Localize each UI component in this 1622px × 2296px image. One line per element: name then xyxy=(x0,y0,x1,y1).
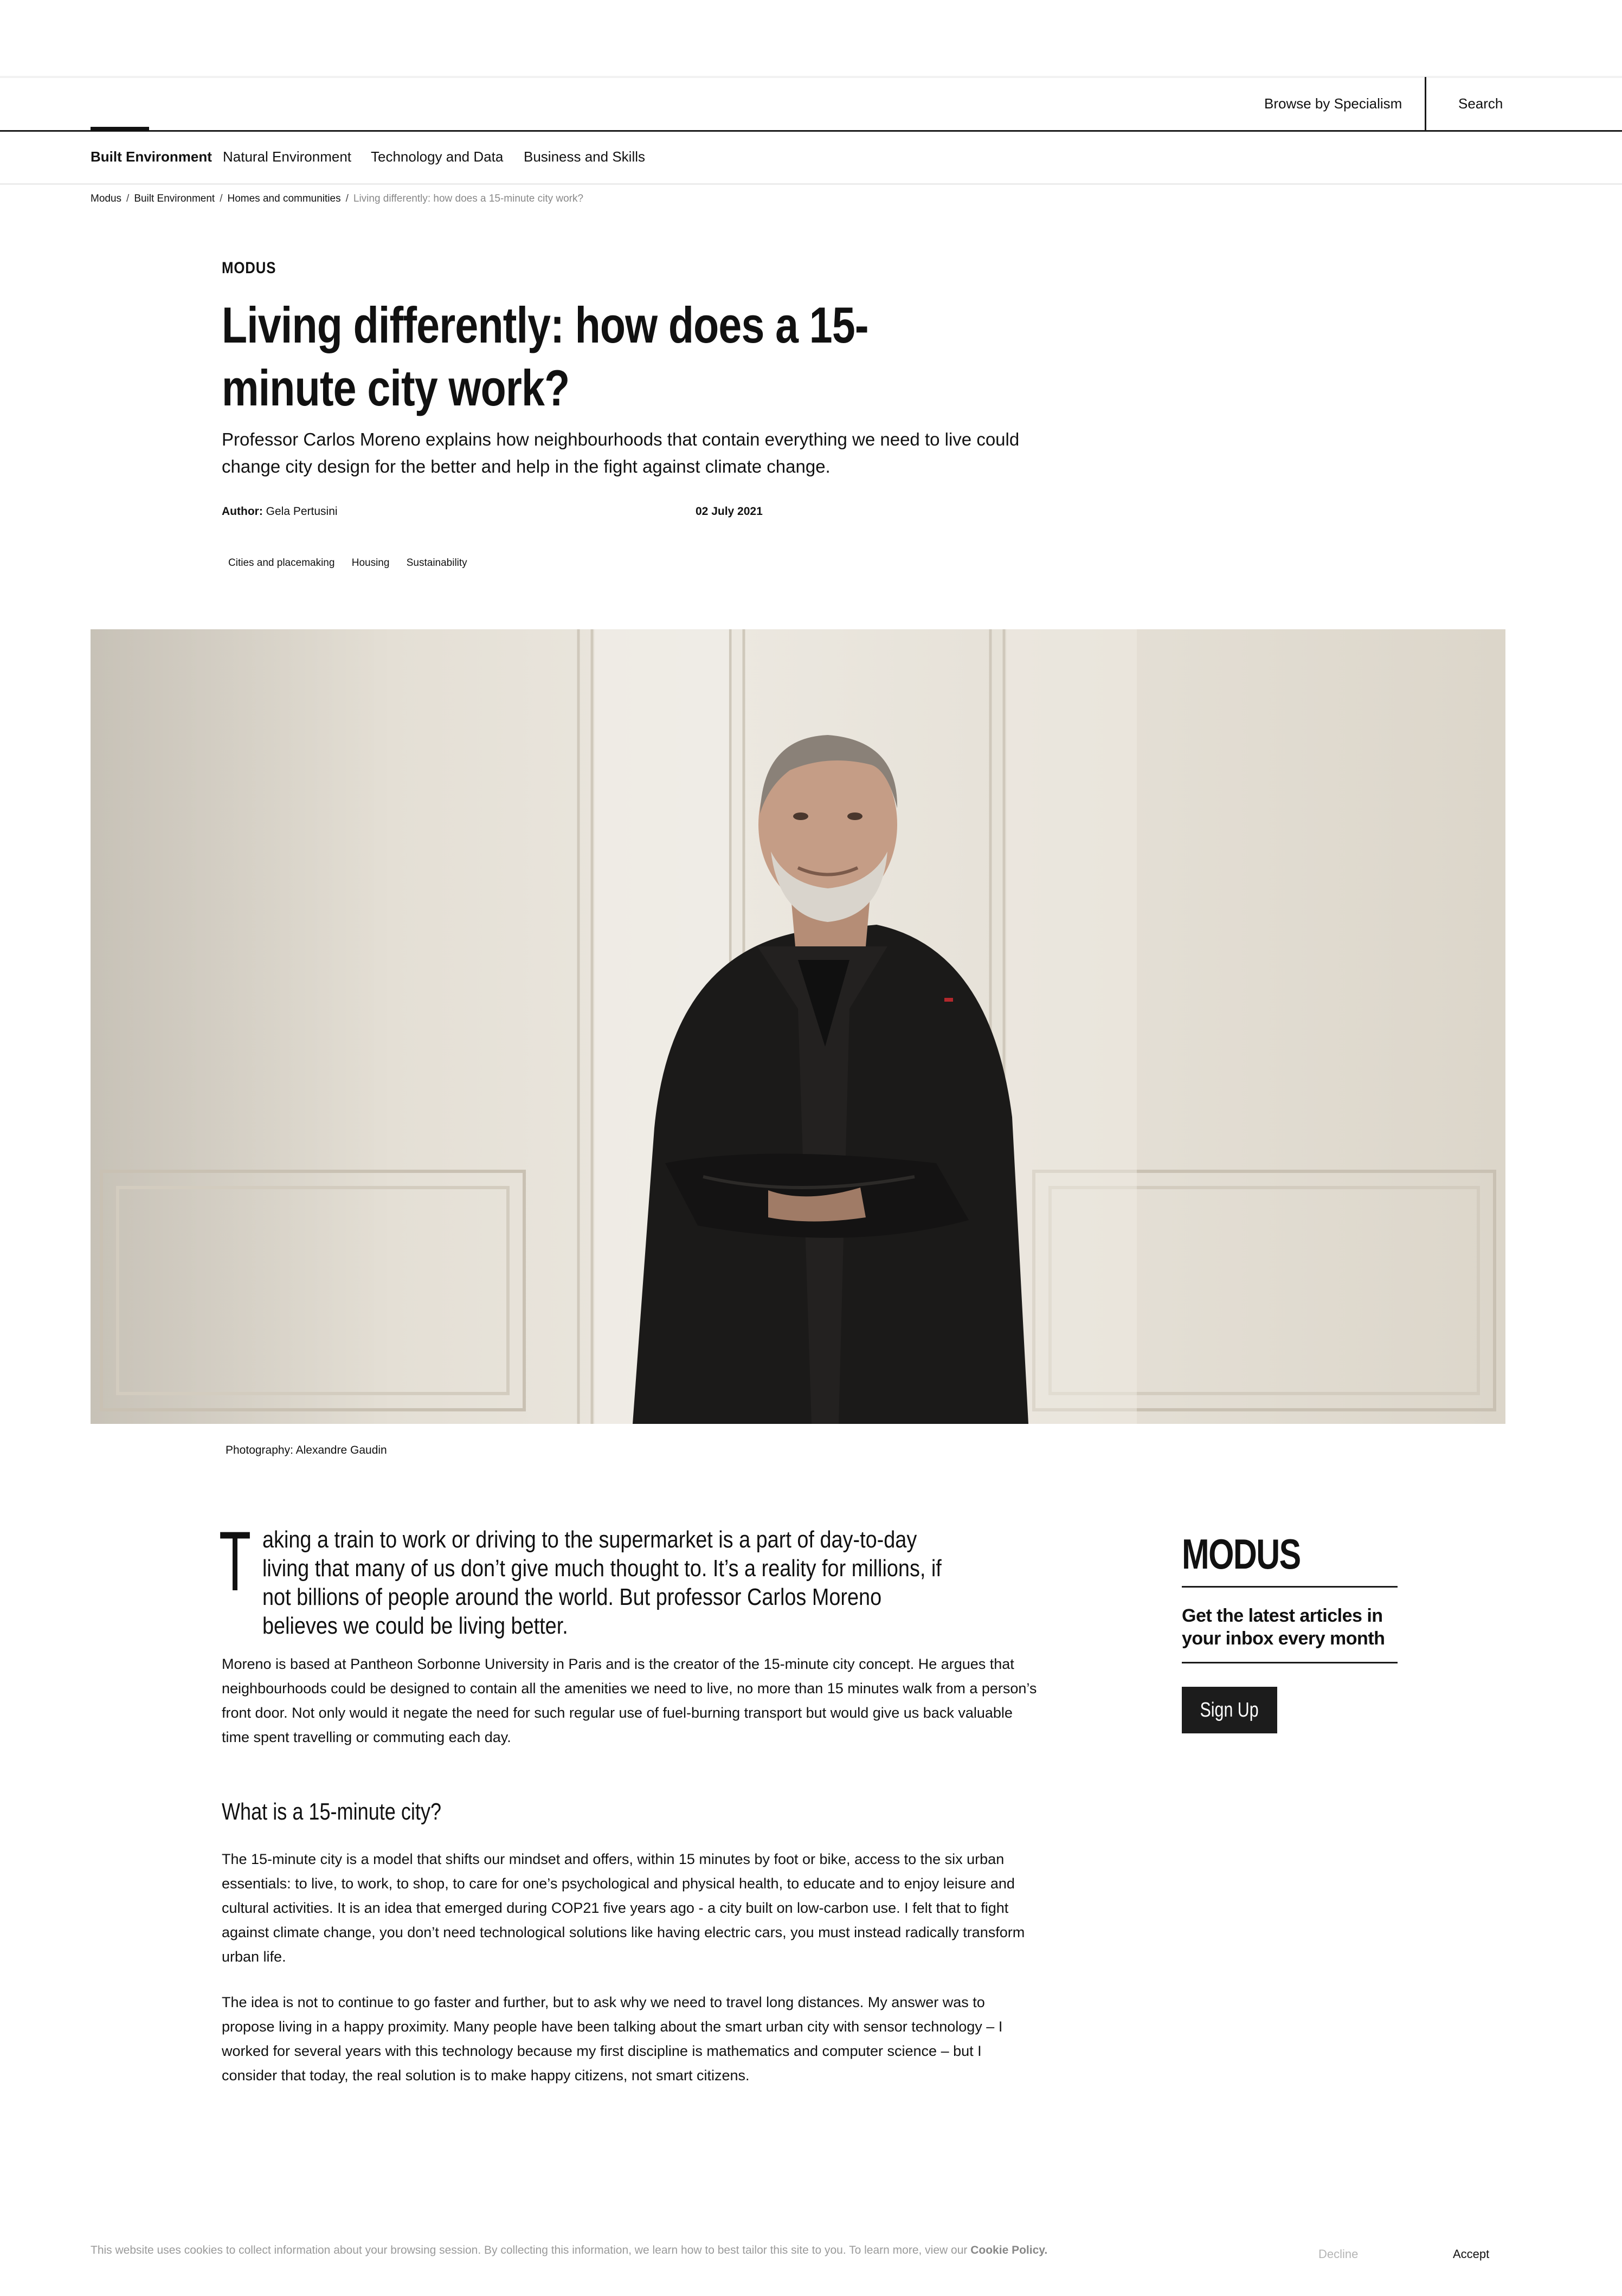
body-paragraph-2: The 15-minute city is a model that shifts our mindset and offers, within 15 minutes by foot or bike, access to the six urban essentials: to live, to work, to shop, to care for one’s psychological and physical health, to educate and to enjoy leisure and cultural activities. It is an idea that emerged during COP21 five years ago - a city built on low-carbon use. I felt that to fight against climate change, you don’t need technological solutions like having electric cars, you must instead radically transform urban life. xyxy=(222,1851,1025,1965)
breadcrumb-homes-and-communities[interactable]: Homes and communities xyxy=(227,193,341,204)
nav-item-technology-and-data[interactable]: Technology and Data xyxy=(371,149,504,165)
nav-top-border xyxy=(0,130,1622,132)
cookie-notice: This website uses cookies to collect information about your browsing session. By collecting this information, we learn how to best tailor this site to you. To learn more, view our Cookie Policy. xyxy=(91,2244,1048,2256)
body-paragraph-3: The idea is not to continue to go faster and further, but to ask why we need to travel long distances. My answer was to propose living in a happy proximity. Many people have been talking about the smart urban city with sensor technology – I worked for several years with this technology because my first discipline is mathematics and computer science – but I consider that today, the real solution is to make happy citizens, not smart citizens. xyxy=(222,1994,1003,2084)
hero-photo xyxy=(91,629,1505,1424)
breadcrumb-separator: / xyxy=(220,193,223,204)
newsletter-signup-label: Sign Up xyxy=(1200,1698,1259,1721)
browse-by-specialism-link[interactable]: Browse by Specialism xyxy=(1264,95,1402,112)
breadcrumb xyxy=(91,193,583,205)
publish-date: 02 July 2021 xyxy=(696,505,763,518)
cookie-policy-link[interactable]: Cookie Policy xyxy=(970,2244,1045,2256)
breadcrumb-current: Living differently: how does a 15-minute city work? xyxy=(353,193,584,204)
breadcrumb-separator: / xyxy=(345,193,349,204)
lead-dropcap: T xyxy=(219,1514,252,1609)
search-link[interactable]: Search xyxy=(1458,95,1503,112)
photo-caption: Photography: Alexandre Gaudin xyxy=(226,1444,387,1456)
tag-list xyxy=(222,555,475,571)
newsletter-signup-button[interactable] xyxy=(1182,1687,1277,1733)
breadcrumb-built-environment[interactable]: Built Environment xyxy=(134,193,215,204)
breadcrumb-modus[interactable]: Modus xyxy=(91,193,122,204)
author-label: Author: xyxy=(222,505,263,518)
section-heading: What is a 15-minute city? xyxy=(222,1798,442,1825)
tag-cities-and-placemaking[interactable]: Cities and placemaking xyxy=(228,557,335,569)
nav-active-indicator xyxy=(91,127,149,131)
newsletter-rule-top xyxy=(1182,1586,1398,1588)
nav-item-natural-environment[interactable]: Natural Environment xyxy=(223,149,351,165)
utility-divider xyxy=(1425,77,1426,131)
newsletter-logo: MODUS xyxy=(1182,1530,1301,1578)
newsletter-text: Get the latest articles in your inbox every month xyxy=(1182,1605,1385,1649)
article-title: Living differently: how does a 15-minute city work? xyxy=(222,296,868,416)
cookie-notice-text: This website uses cookies to collect information about your browsing session. By collecting this information, we learn how to best tailor this site to you. To learn more, view our xyxy=(91,2244,968,2256)
nav-item-built-environment[interactable]: Built Environment xyxy=(91,149,212,165)
article-standfirst: Professor Carlos Moreno explains how neighbourhoods that contain everything we need to live could change city design for the better and help in the fight against climate change. xyxy=(222,429,1020,476)
author-name[interactable]: Gela Pertusini xyxy=(266,505,338,518)
breadcrumb-separator: / xyxy=(126,193,130,204)
author-line xyxy=(222,505,338,518)
article-kicker: MODUS xyxy=(222,259,276,277)
tag-housing[interactable]: Housing xyxy=(351,557,390,569)
header-top-rule xyxy=(0,76,1622,78)
cookie-decline-button[interactable]: Decline xyxy=(1318,2247,1359,2261)
nav-bottom-border xyxy=(0,183,1622,185)
nav-item-business-and-skills[interactable]: Business and Skills xyxy=(524,149,645,165)
body-paragraph-1: Moreno is based at Pantheon Sorbonne University in Paris and is the creator of the 15-minute city concept. He argues that neighbourhoods could be designed to contain all the amenities we need to live, no more than 15 minutes walk from a person’s front door. Not only would it negate the need for such regular use of fuel-burning transport but would give us back valuable time spent travelling or commuting each day. xyxy=(222,1656,1037,1745)
newsletter-rule-bottom xyxy=(1182,1662,1398,1663)
lead-paragraph: aking a train to work or driving to the supermarket is a part of day-to-day living that many of us don’t give much thought to. It’s a reality for millions, if not billions of people around the world. But professor Carlos Moreno believes we could be living better. xyxy=(262,1526,942,1639)
tag-sustainability[interactable]: Sustainability xyxy=(406,557,467,569)
cookie-accept-button[interactable]: Accept xyxy=(1453,2247,1490,2261)
